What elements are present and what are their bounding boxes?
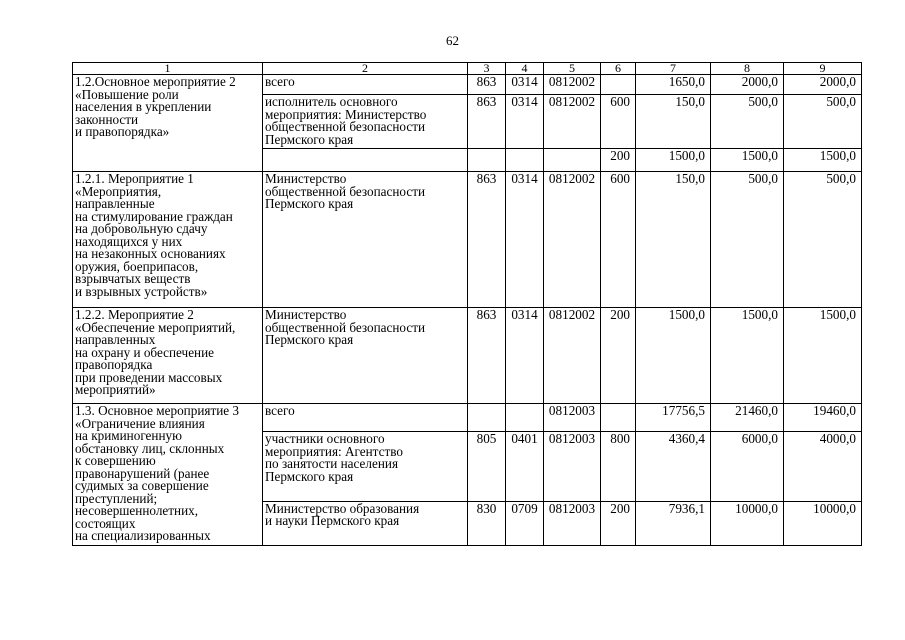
table-row [73, 172, 862, 308]
value-cell-c8: 2000,0 [711, 75, 784, 95]
value-cell-c7: 17756,5 [636, 404, 711, 432]
value-cell-c9: 2000,0 [784, 75, 862, 95]
value-cell-c5: 0812002 [544, 95, 601, 149]
value-cell-c4: 0314 [506, 172, 544, 308]
value-cell-c8: 500,0 [711, 172, 784, 308]
page-number: 62 [446, 33, 459, 48]
executor-cell [263, 149, 468, 172]
value-cell-c6 [601, 75, 636, 95]
value-cell-c7: 150,0 [636, 95, 711, 149]
value-cell-c5: 0812002 [544, 172, 601, 308]
activity-cell: 1.2.1. Мероприятие 1 «Мероприятия, направленные на стимулирование граждан на добровольную сдачу находящихся у них на незаконных основаниях оружия, боеприпасов, взрывчатых веществ и взрывных устройств» [73, 172, 263, 308]
value-cell-c8: 1500,0 [711, 149, 784, 172]
table-row [73, 75, 862, 95]
value-cell-c4: 0709 [506, 501, 544, 545]
value-cell-c7: 1650,0 [636, 75, 711, 95]
value-cell-c4 [506, 149, 544, 172]
value-cell-c4: 0401 [506, 432, 544, 501]
column-number-row [73, 63, 862, 75]
value-cell-c9: 500,0 [784, 172, 862, 308]
column-header: 4 [506, 63, 544, 75]
value-cell-c7: 1500,0 [636, 308, 711, 404]
value-cell-c4: 0314 [506, 308, 544, 404]
value-cell-c6: 800 [601, 432, 636, 501]
value-cell-c6: 200 [601, 149, 636, 172]
table-row [73, 308, 862, 404]
value-cell-c6: 600 [601, 172, 636, 308]
value-cell-c5: 0812002 [544, 308, 601, 404]
value-cell-c5: 0812003 [544, 501, 601, 545]
column-header: 6 [601, 63, 636, 75]
value-cell-c7: 1500,0 [636, 149, 711, 172]
value-cell-c8: 6000,0 [711, 432, 784, 501]
value-cell-c7: 7936,1 [636, 501, 711, 545]
value-cell-c9: 4000,0 [784, 432, 862, 501]
value-cell-c5: 0812003 [544, 404, 601, 432]
value-cell-c8: 500,0 [711, 95, 784, 149]
value-cell-c6: 600 [601, 95, 636, 149]
activity-cell: 1.3. Основное мероприятие 3 «Ограничение влияния на криминогенную обстановку лиц, склонных к совершению правонарушений (ранее судимых за совершение преступлений; несовершеннолетних, состоящих на специализированных [73, 404, 263, 546]
value-cell-c9: 1500,0 [784, 149, 862, 172]
value-cell-c8: 1500,0 [711, 308, 784, 404]
budget-table [72, 62, 862, 546]
value-cell-c8: 21460,0 [711, 404, 784, 432]
executor-cell: Министерство образования и науки Пермского края [263, 501, 468, 545]
column-header: 1 [73, 63, 263, 75]
executor-cell: всего [263, 75, 468, 95]
value-cell-c9: 1500,0 [784, 308, 862, 404]
value-cell-c7: 4360,4 [636, 432, 711, 501]
value-cell-c3: 805 [468, 432, 506, 501]
executor-cell: участники основного мероприятия: Агентство по занятости населения Пермского края [263, 432, 468, 501]
executor-cell: Министерство общественной безопасности Пермского края [263, 172, 468, 308]
value-cell-c6 [601, 404, 636, 432]
value-cell-c9: 500,0 [784, 95, 862, 149]
value-cell-c5: 0812002 [544, 75, 601, 95]
value-cell-c4 [506, 404, 544, 432]
value-cell-c5: 0812003 [544, 432, 601, 501]
executor-cell: Министерство общественной безопасности Пермского края [263, 308, 468, 404]
activity-cell: 1.2.Основное мероприятие 2 «Повышение роли населения в укреплении законности и правопорядка» [73, 75, 263, 172]
value-cell-c9: 19460,0 [784, 404, 862, 432]
table-row [73, 404, 862, 432]
value-cell-c3 [468, 149, 506, 172]
executor-cell: всего [263, 404, 468, 432]
column-header: 5 [544, 63, 601, 75]
value-cell-c3: 830 [468, 501, 506, 545]
value-cell-c3: 863 [468, 308, 506, 404]
value-cell-c4: 0314 [506, 95, 544, 149]
value-cell-c3: 863 [468, 172, 506, 308]
value-cell-c9: 10000,0 [784, 501, 862, 545]
column-header: 8 [711, 63, 784, 75]
column-header: 7 [636, 63, 711, 75]
value-cell-c7: 150,0 [636, 172, 711, 308]
column-header: 2 [263, 63, 468, 75]
value-cell-c3: 863 [468, 75, 506, 95]
value-cell-c3: 863 [468, 95, 506, 149]
value-cell-c4: 0314 [506, 75, 544, 95]
value-cell-c8: 10000,0 [711, 501, 784, 545]
value-cell-c6: 200 [601, 501, 636, 545]
value-cell-c6: 200 [601, 308, 636, 404]
column-header: 3 [468, 63, 506, 75]
value-cell-c5 [544, 149, 601, 172]
activity-cell: 1.2.2. Мероприятие 2 «Обеспечение мероприятий, направленных на охрану и обеспечение правопорядка при проведении массовых мероприятий» [73, 308, 263, 404]
value-cell-c3 [468, 404, 506, 432]
table-body [73, 63, 862, 546]
column-header: 9 [784, 63, 862, 75]
executor-cell: исполнитель основного мероприятия: Министерство общественной безопасности Пермского края [263, 95, 468, 149]
